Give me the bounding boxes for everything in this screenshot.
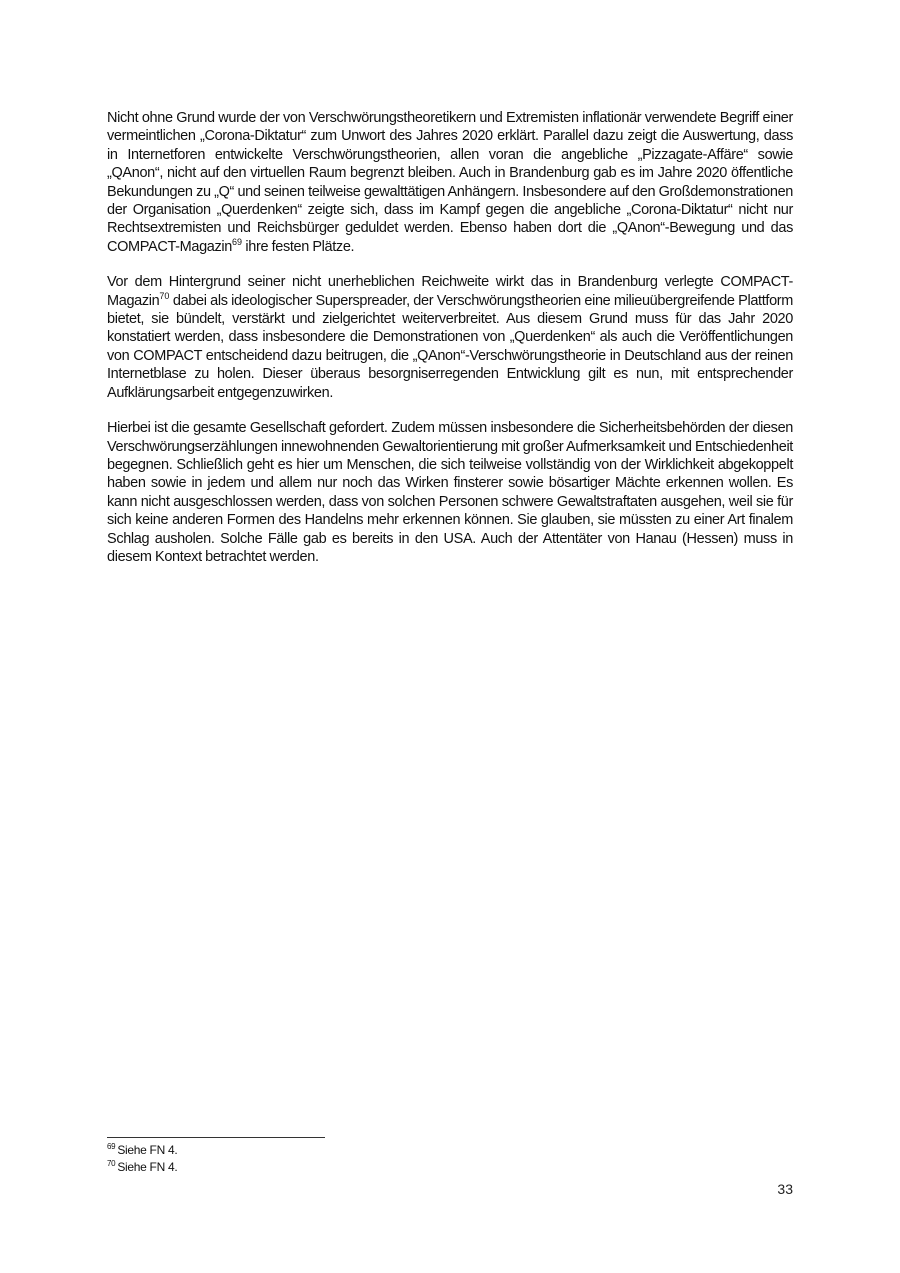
footnote-text: Siehe FN 4. xyxy=(117,1160,178,1174)
footnote-item xyxy=(107,1142,607,1159)
footnote-separator xyxy=(107,1137,325,1138)
footnote-number: 69 xyxy=(107,1142,116,1151)
body-text xyxy=(107,109,793,583)
footnote-item xyxy=(107,1159,607,1176)
footnote-reference-69[interactable]: 69 xyxy=(232,237,243,248)
footnotes xyxy=(107,1142,607,1176)
paragraph-2 xyxy=(107,273,793,402)
page-number: 33 xyxy=(777,1181,793,1197)
paragraph-1-text-a: Nicht ohne Grund wurde der von Verschwörungstheoretikern und Extremisten inflationär verwendete Begriff einer vermeintlichen „Corona-Diktatur“ zum Unwort des Jahres 2020 erklärt. Parallel dazu zeigt die Auswertung, dass in Internetforen entwickelte Verschwörungstheorien, allen voran die angebliche „Pizzagate-Affäre“ sowie „QAnon“, nicht auf den virtuellen Raum begrenzt bleiben. Auch in Brandenburg gab es im Jahre 2020 öffentliche Bekundungen zu „Q“ und seinen teilweise gewalttätigen Anhängern. Insbesondere auf den Großdemonstrationen der Organisation „Querdenken“ zeigte sich, dass im Kampf gegen die angebliche „Corona-Diktatur“ nicht nur Rechtsextremisten und Reichsbürger geduldet werden. Ebenso haben dort die „QAnon“-Bewegung und das COMPACT-Magazin xyxy=(107,110,793,255)
footnote-reference-70[interactable]: 70 xyxy=(159,290,170,301)
footnote-number: 70 xyxy=(107,1159,116,1168)
paragraph-3: Hierbei ist die gesamte Gesellschaft gefordert. Zudem müssen insbesondere die Sicherheitsbehörden der diesen Verschwörungserzählungen innewohnenden Gewaltorientierung mit großer Aufmerksamkeit und Entschiedenheit begegnen. Schließlich geht es hier um Menschen, die sich teilweise vollständig von der Wirklichkeit abgekoppelt haben sowie in jedem und allem nur noch das Wirken finsterer sowie bösartiger Mächte erkennen wollen. Es kann nicht ausgeschlossen werden, dass von solchen Personen schwere Gewaltstraftaten ausgehen, weil sie für sich keine anderen Formen des Handelns mehr erkennen können. Sie glauben, sie müssten zu einer Art finalem Schlag ausholen. Solche Fälle gab es bereits in den USA. Auch der Attentäter von Hanau (Hessen) muss in diesem Kontext betrachtet werden. xyxy=(107,420,793,565)
paragraph-1 xyxy=(107,109,793,256)
paragraph-1-text-b: ihre festen Plätze. xyxy=(242,238,355,255)
footnote-text: Siehe FN 4. xyxy=(117,1143,178,1157)
paragraph-2-text-b: dabei als ideologischer Superspreader, der Verschwörungstheorien eine milieuübergreifende Plattform bietet, sie bündelt, verstärkt und zielgerichtet weiterverbreitet. Aus diesem Grund muss für das Jahr 2020 konstatiert werden, dass insbesondere die Demonstrationen von „Querdenken“ als auch die Veröffentlichungen von COMPACT entscheidend dazu beitrugen, die „QAnon“-Verschwörungstheorie in Deutschland aus der reinen Internetblase zu holen. Dieser überaus besorgniserregenden Entwicklung gilt es nun, mit entsprechender Aufklärungsarbeit entgegenzuwirken. xyxy=(107,292,793,401)
paragraph-2-text-a: Vor dem Hintergrund seiner nicht unerheblichen Reichweite wirkt das in Brandenburg verlegte COMPACT-Magazin xyxy=(107,274,793,309)
